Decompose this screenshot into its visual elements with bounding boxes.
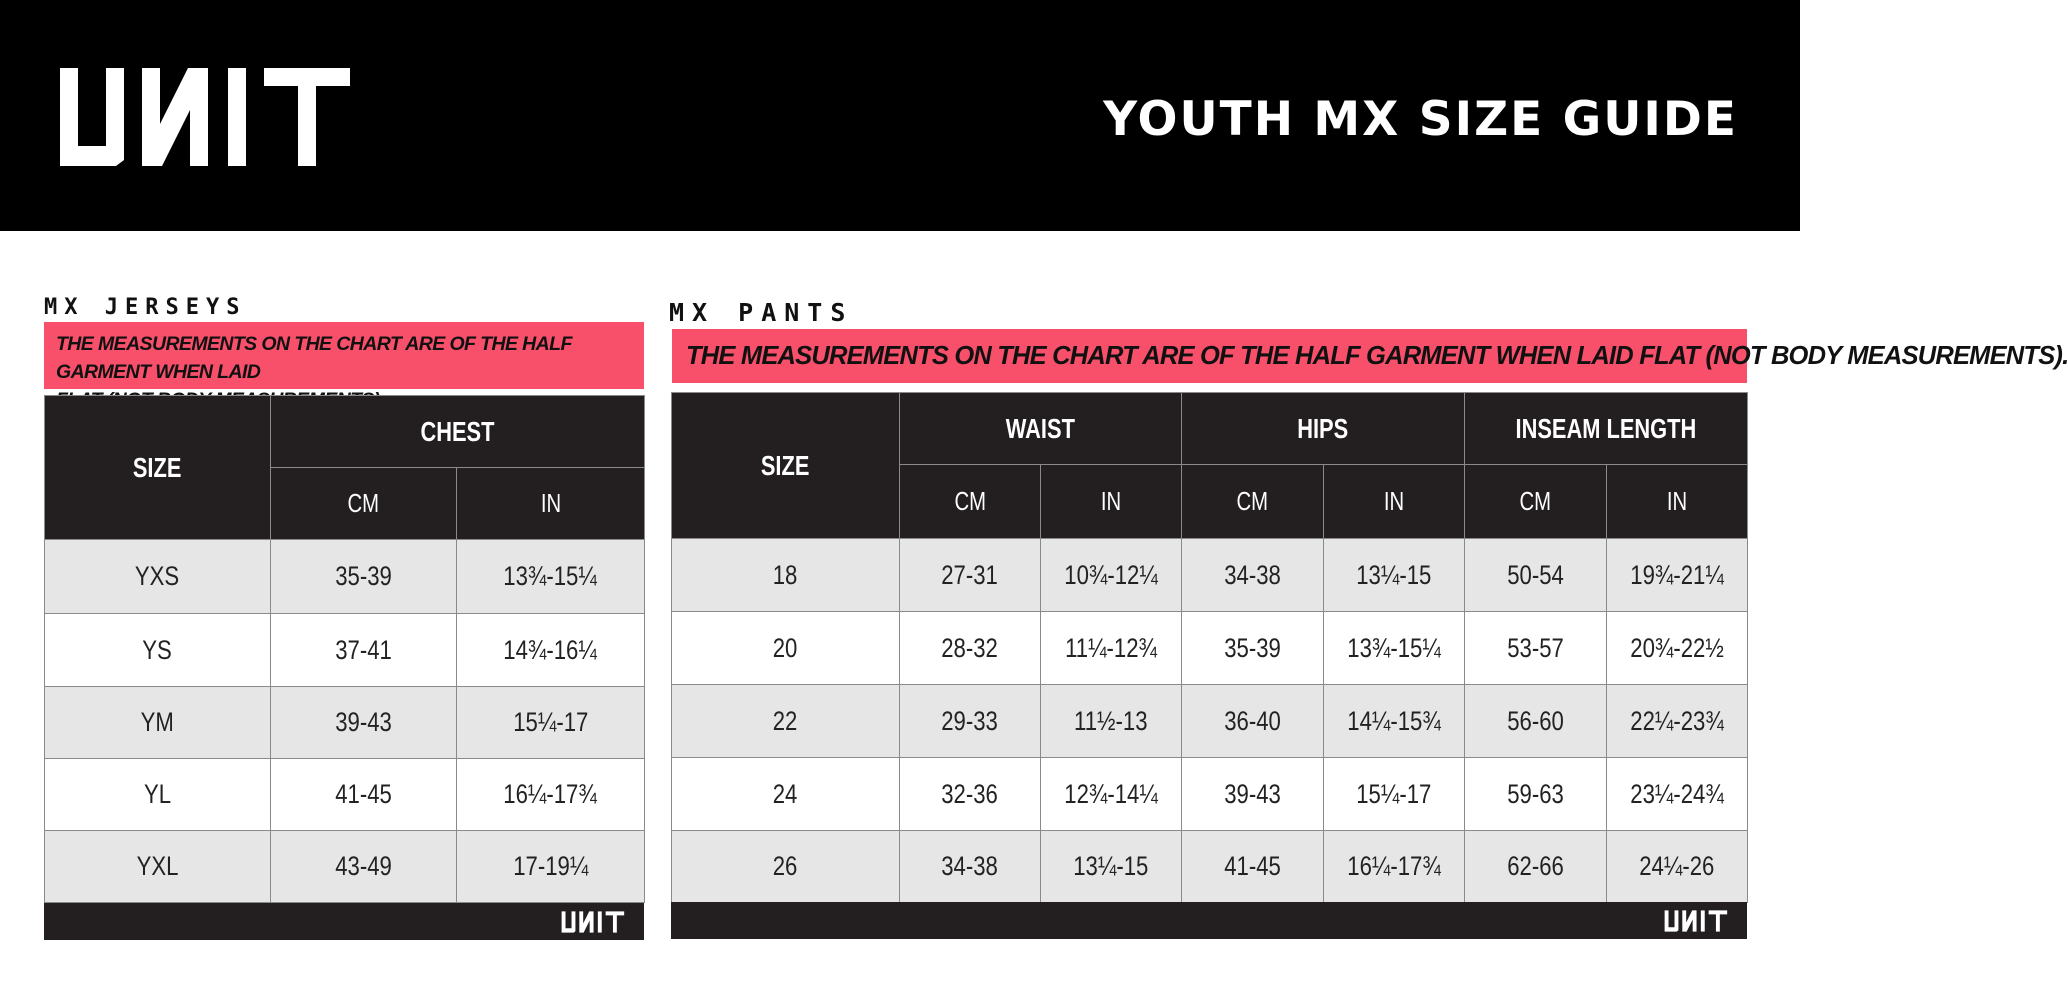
table-row: [672, 831, 1748, 903]
pants-header-inseam: INSEAM LENGTH: [1465, 393, 1748, 465]
pants-header-hips: HIPS: [1182, 393, 1465, 465]
pants-header-size: SIZE: [672, 393, 900, 539]
pants-header-inseam-cm: CM: [1465, 465, 1607, 539]
size-cell: YM: [45, 687, 271, 759]
jerseys-footer-bar: [44, 903, 644, 940]
inseam-in-cell: 19¾-21¼: [1607, 539, 1748, 612]
waist-cm-cell: 28-32: [900, 612, 1041, 685]
hips-cm-cell: 39-43: [1182, 758, 1324, 831]
chest-cm-cell: 35-39: [271, 540, 457, 614]
table-row: [45, 831, 645, 903]
hips-cm-cell: 41-45: [1182, 831, 1324, 903]
jerseys-header-size: SIZE: [45, 396, 271, 540]
waist-in-cell: 11½-13: [1041, 685, 1182, 758]
table-row: [45, 540, 645, 614]
table-row: [45, 759, 645, 831]
chest-in-cell: 17-19¼: [457, 831, 645, 903]
size-cell: YXL: [45, 831, 271, 903]
waist-in-cell: 11¼-12¾: [1041, 612, 1182, 685]
size-cell: 24: [672, 758, 900, 831]
jerseys-size-table: [44, 395, 645, 903]
inseam-in-cell: 20¾-22½: [1607, 612, 1748, 685]
hips-cm-cell: 34-38: [1182, 539, 1324, 612]
size-cell: YS: [45, 614, 271, 687]
jerseys-note-line-1: THE MEASUREMENTS ON THE CHART ARE OF THE HALF GARMENT WHEN LAID: [56, 333, 572, 383]
waist-in-cell: 10¾-12¼: [1041, 539, 1182, 612]
chest-cm-cell: 39-43: [271, 687, 457, 759]
inseam-cm-cell: 50-54: [1465, 539, 1607, 612]
table-row: [672, 758, 1748, 831]
jerseys-header-chest-cm: CM: [271, 468, 457, 540]
size-cell: YXS: [45, 540, 271, 614]
inseam-in-cell: 24¼-26: [1607, 831, 1748, 903]
jerseys-measurement-note: [44, 322, 644, 389]
pants-size-table: [671, 392, 1748, 903]
chest-in-cell: 14¾-16¼: [457, 614, 645, 687]
waist-cm-cell: 27-31: [900, 539, 1041, 612]
table-row: [45, 687, 645, 759]
size-cell: 26: [672, 831, 900, 903]
table-row: [672, 612, 1748, 685]
jerseys-header-chest-in: IN: [457, 468, 645, 540]
pants-header-hips-in: IN: [1324, 465, 1465, 539]
hips-cm-cell: 36-40: [1182, 685, 1324, 758]
chest-in-cell: 13¾-15¼: [457, 540, 645, 614]
size-cell: YL: [45, 759, 271, 831]
chest-cm-cell: 41-45: [271, 759, 457, 831]
hips-in-cell: 14¼-15¾: [1324, 685, 1465, 758]
table-row: [45, 614, 645, 687]
waist-in-cell: 13¼-15: [1041, 831, 1182, 903]
hips-in-cell: 16¼-17¾: [1324, 831, 1465, 903]
page-title: YOUTH MX SIZE GUIDE: [1103, 92, 1738, 147]
pants-section-title: MX PANTS: [669, 298, 854, 327]
waist-cm-cell: 34-38: [900, 831, 1041, 903]
table-row: [672, 685, 1748, 758]
hips-in-cell: 15¼-17: [1324, 758, 1465, 831]
hips-in-cell: 13¼-15: [1324, 539, 1465, 612]
pants-footer-bar: [671, 902, 1747, 939]
jerseys-section-title: MX JERSEYS: [44, 295, 247, 320]
inseam-in-cell: 23¼-24¾: [1607, 758, 1748, 831]
pants-header-inseam-in: IN: [1607, 465, 1748, 539]
chest-cm-cell: 43-49: [271, 831, 457, 903]
pants-measurement-note: THE MEASUREMENTS ON THE CHART ARE OF THE HALF GARMENT WHEN LAID FLAT (NOT BODY MEASUREMENTS).: [672, 329, 1747, 383]
chest-in-cell: 15¼-17: [457, 687, 645, 759]
unit-footer-logo: [1663, 910, 1729, 932]
chest-cm-cell: 37-41: [271, 614, 457, 687]
size-cell: 22: [672, 685, 900, 758]
pants-header-waist-cm: CM: [900, 465, 1041, 539]
size-cell: 18: [672, 539, 900, 612]
waist-cm-cell: 29-33: [900, 685, 1041, 758]
inseam-cm-cell: 56-60: [1465, 685, 1607, 758]
size-cell: 20: [672, 612, 900, 685]
header-bar: [0, 0, 1800, 231]
chest-in-cell: 16¼-17¾: [457, 759, 645, 831]
hips-cm-cell: 35-39: [1182, 612, 1324, 685]
inseam-cm-cell: 62-66: [1465, 831, 1607, 903]
table-row: [672, 539, 1748, 612]
waist-cm-cell: 32-36: [900, 758, 1041, 831]
unit-logo: [58, 66, 353, 168]
hips-in-cell: 13¾-15¼: [1324, 612, 1465, 685]
jerseys-header-chest: CHEST: [271, 396, 645, 468]
waist-in-cell: 12¾-14¼: [1041, 758, 1182, 831]
pants-header-waist-in: IN: [1041, 465, 1182, 539]
inseam-cm-cell: 59-63: [1465, 758, 1607, 831]
pants-header-waist: WAIST: [900, 393, 1182, 465]
unit-footer-logo: [560, 911, 626, 933]
inseam-in-cell: 22¼-23¾: [1607, 685, 1748, 758]
pants-header-hips-cm: CM: [1182, 465, 1324, 539]
inseam-cm-cell: 53-57: [1465, 612, 1607, 685]
